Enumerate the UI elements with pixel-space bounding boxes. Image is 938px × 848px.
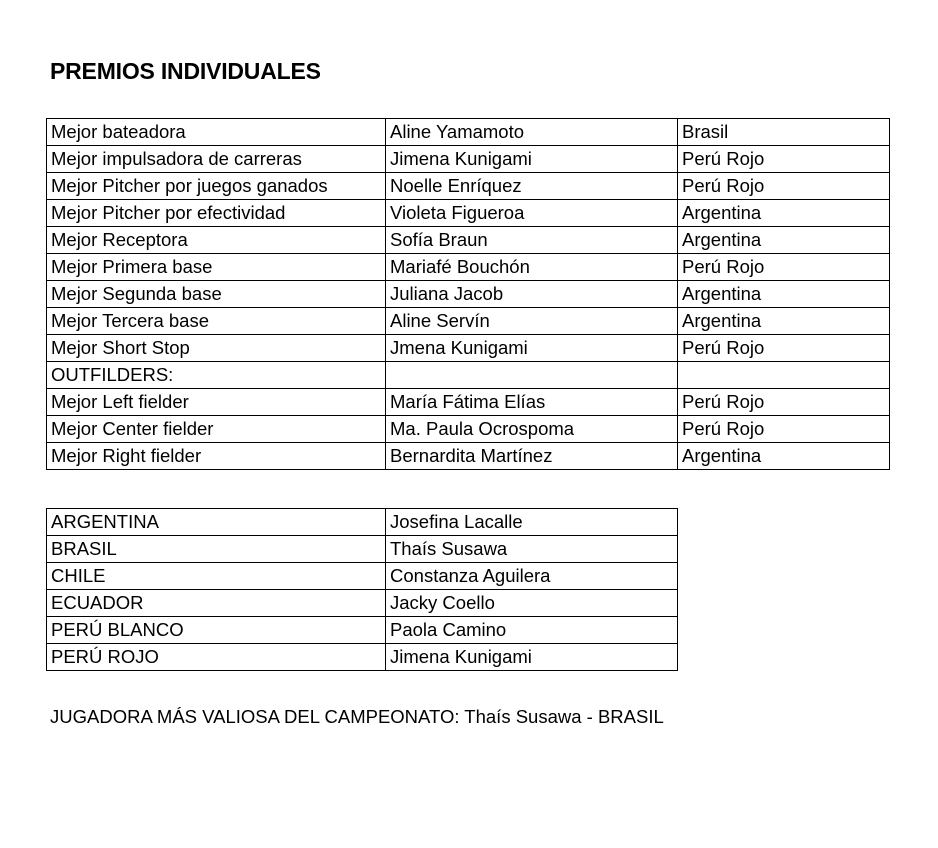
country-cell: ARGENTINA: [47, 509, 386, 536]
player-cell: Constanza Aguilera: [386, 563, 678, 590]
country-cell: PERÚ BLANCO: [47, 617, 386, 644]
table-row: [47, 335, 890, 362]
award-cell: Mejor Tercera base: [47, 308, 386, 335]
table-row: [47, 509, 678, 536]
player-cell: Mariafé Bouchón: [386, 254, 678, 281]
player-cell: Aline Yamamoto: [386, 119, 678, 146]
table-row: [47, 536, 678, 563]
player-cell: Aline Servín: [386, 308, 678, 335]
award-cell: Mejor Right fielder: [47, 443, 386, 470]
team-cell: Argentina: [678, 227, 890, 254]
table-row: [47, 443, 890, 470]
award-cell: Mejor Segunda base: [47, 281, 386, 308]
team-cell: Brasil: [678, 119, 890, 146]
player-cell: Josefina Lacalle: [386, 509, 678, 536]
player-cell: Juliana Jacob: [386, 281, 678, 308]
player-cell: Sofía Braun: [386, 227, 678, 254]
team-cell: Argentina: [678, 308, 890, 335]
table-row: [47, 200, 890, 227]
team-cell: Argentina: [678, 200, 890, 227]
player-cell: Jimena Kunigami: [386, 146, 678, 173]
player-cell: [386, 362, 678, 389]
award-cell: Mejor Pitcher por efectividad: [47, 200, 386, 227]
table-row: [47, 308, 890, 335]
section-header-cell: OUTFILDERS:: [47, 362, 386, 389]
table-row: [47, 617, 678, 644]
team-cell: Perú Rojo: [678, 416, 890, 443]
team-cell: Argentina: [678, 443, 890, 470]
table-row: [47, 590, 678, 617]
table-row: [47, 644, 678, 671]
award-cell: Mejor Left fielder: [47, 389, 386, 416]
team-cell: Perú Rojo: [678, 389, 890, 416]
table-row: [47, 254, 890, 281]
player-cell: Thaís Susawa: [386, 536, 678, 563]
player-cell: Noelle Enríquez: [386, 173, 678, 200]
table-row: [47, 146, 890, 173]
page-title: PREMIOS INDIVIDUALES: [50, 58, 321, 84]
player-cell: Jacky Coello: [386, 590, 678, 617]
award-cell: Mejor Center fielder: [47, 416, 386, 443]
award-cell: Mejor Receptora: [47, 227, 386, 254]
table-row-section-header: [47, 362, 890, 389]
player-cell: Ma. Paula Ocrospoma: [386, 416, 678, 443]
team-cell: Perú Rojo: [678, 254, 890, 281]
award-cell: Mejor Pitcher por juegos ganados: [47, 173, 386, 200]
award-cell: Mejor bateadora: [47, 119, 386, 146]
team-cell: Argentina: [678, 281, 890, 308]
table-row: [47, 563, 678, 590]
table-row: [47, 281, 890, 308]
player-cell: Bernardita Martínez: [386, 443, 678, 470]
country-awards-table: [46, 508, 678, 671]
table-row: [47, 173, 890, 200]
award-cell: Mejor Primera base: [47, 254, 386, 281]
table-row: [47, 227, 890, 254]
player-cell: María Fátima Elías: [386, 389, 678, 416]
table-row: [47, 389, 890, 416]
country-cell: PERÚ ROJO: [47, 644, 386, 671]
country-cell: ECUADOR: [47, 590, 386, 617]
award-cell: Mejor impulsadora de carreras: [47, 146, 386, 173]
team-cell: Perú Rojo: [678, 146, 890, 173]
table-row: [47, 119, 890, 146]
player-cell: Paola Camino: [386, 617, 678, 644]
individual-awards-table: [46, 118, 890, 470]
team-cell: Perú Rojo: [678, 335, 890, 362]
player-cell: Jmena Kunigami: [386, 335, 678, 362]
country-cell: CHILE: [47, 563, 386, 590]
award-cell: Mejor Short Stop: [47, 335, 386, 362]
table-row: [47, 416, 890, 443]
team-cell: [678, 362, 890, 389]
player-cell: Jimena Kunigami: [386, 644, 678, 671]
team-cell: Perú Rojo: [678, 173, 890, 200]
mvp-statement: JUGADORA MÁS VALIOSA DEL CAMPEONATO: Thaís Susawa - BRASIL: [50, 706, 664, 727]
player-cell: Violeta Figueroa: [386, 200, 678, 227]
country-cell: BRASIL: [47, 536, 386, 563]
